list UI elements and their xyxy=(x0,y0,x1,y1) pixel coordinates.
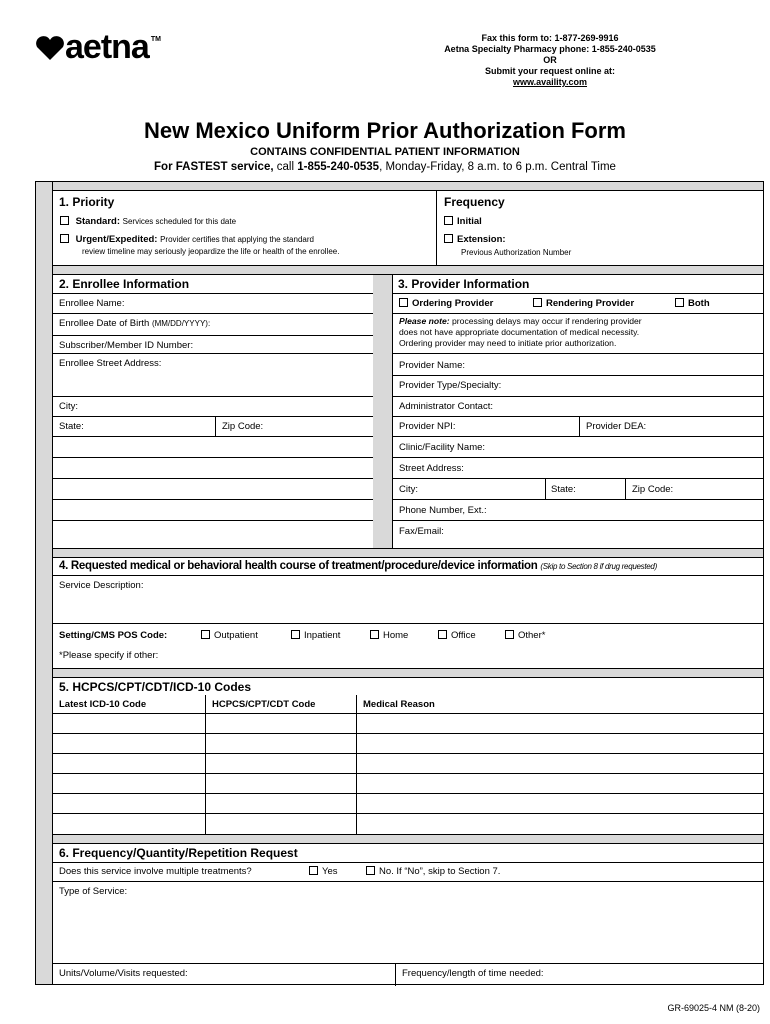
initial-option[interactable] xyxy=(444,216,482,227)
col-medical-reason: Medical Reason xyxy=(363,699,435,710)
note-line-1: processing delays may occur if rendering provider xyxy=(449,316,642,326)
initial-label: Initial xyxy=(457,216,482,227)
section-band xyxy=(53,669,763,678)
standard-desc: Services scheduled for this date xyxy=(122,217,237,226)
extension-option[interactable] xyxy=(444,234,506,245)
no-label: No. If “No”, skip to Section 7. xyxy=(379,866,501,877)
outpatient-checkbox[interactable] xyxy=(201,630,210,639)
enrollee-street-field[interactable]: Enrollee Street Address: xyxy=(59,358,162,369)
enrollee-zip-field[interactable]: Zip Code: xyxy=(222,421,264,432)
hours-text: , Monday-Friday, 8 a.m. to 6 p.m. Central Time xyxy=(379,161,616,173)
col-icd10: Latest ICD-10 Code xyxy=(59,699,147,710)
yes-option[interactable] xyxy=(309,866,338,877)
outpatient-label: Outpatient xyxy=(214,630,258,641)
inpatient-checkbox[interactable] xyxy=(291,630,300,639)
outpatient-option[interactable] xyxy=(201,630,258,641)
standard-label: Standard: xyxy=(75,216,120,227)
home-option[interactable] xyxy=(370,630,408,641)
col-hcpcs: HCPCS/CPT/CDT Code xyxy=(212,699,316,710)
logo-wordmark: aetna xyxy=(65,28,149,66)
no-option[interactable] xyxy=(366,866,500,877)
prev-auth-label: Previous Authorization Number xyxy=(461,248,572,257)
units-requested-field[interactable]: Units/Volume/Visits requested: xyxy=(59,968,188,979)
both-label: Both xyxy=(688,298,710,309)
setting-row xyxy=(59,630,167,641)
provider-dea-field[interactable]: Provider DEA: xyxy=(586,421,647,432)
service-description-field[interactable]: Service Description: xyxy=(59,580,144,591)
enrollee-city-field[interactable]: City: xyxy=(59,401,78,412)
treatment-title-text: 4. Requested medical or behavioral health course of treatment/procedure/device information xyxy=(59,560,538,572)
urgent-desc-2: review timeline may seriously jeopardize the life or health of the enrollee. xyxy=(82,247,340,256)
office-checkbox[interactable] xyxy=(438,630,447,639)
office-option[interactable] xyxy=(438,630,476,641)
or-text: OR xyxy=(543,55,557,65)
section-band xyxy=(53,266,763,275)
provider-npi-field[interactable]: Provider NPI: xyxy=(399,421,456,432)
extension-label: Extension: xyxy=(457,234,506,245)
confidential-notice: CONTAINS CONFIDENTIAL PATIENT INFORMATION xyxy=(250,146,520,158)
codes-title: 5. HCPCS/CPT/CDT/ICD-10 Codes xyxy=(59,680,252,694)
fastest-label: For FASTEST service, xyxy=(154,161,274,173)
specify-other-field[interactable]: *Please specify if other: xyxy=(59,650,159,661)
left-gutter xyxy=(36,182,53,984)
initial-checkbox[interactable] xyxy=(444,216,453,225)
provider-note-3: Ordering provider may need to initiate prior authorization. xyxy=(399,338,617,348)
home-label: Home xyxy=(383,630,409,641)
treatment-title-note: (Skip to Section 8 if drug requested) xyxy=(540,562,657,571)
type-of-service-field[interactable]: Type of Service: xyxy=(59,886,128,897)
multiple-treatments-question: Does this service involve multiple treatments? xyxy=(59,866,252,877)
section-band xyxy=(53,549,763,558)
section-band xyxy=(53,835,763,844)
yes-checkbox[interactable] xyxy=(309,866,318,875)
section-band xyxy=(53,182,763,191)
setting-label: Setting/CMS POS Code: xyxy=(59,630,168,641)
heart-icon xyxy=(35,35,65,61)
fastest-phone: 1-855-240-0535 xyxy=(297,161,380,173)
provider-name-field[interactable]: Provider Name: xyxy=(399,360,465,371)
clinic-name-field[interactable]: Clinic/Facility Name: xyxy=(399,442,486,453)
frequency-length-field[interactable]: Frequency/length of time needed: xyxy=(402,968,544,979)
both-checkbox[interactable] xyxy=(675,298,684,307)
column-separator xyxy=(373,275,392,549)
section-priority xyxy=(53,182,763,265)
rendering-provider-option[interactable] xyxy=(533,298,634,309)
section-codes xyxy=(53,668,763,835)
priority-title: 1. Priority xyxy=(59,195,115,209)
form-code: GR-69025-4 NM (8-20) xyxy=(667,1003,760,1013)
rendering-label: Rendering Provider xyxy=(546,298,635,309)
provider-fax-field[interactable]: Fax/Email: xyxy=(399,526,444,537)
logo-tm: TM xyxy=(150,36,161,43)
other-checkbox[interactable] xyxy=(505,630,514,639)
dob-format: (MM/DD/YYYY): xyxy=(151,319,211,328)
rendering-checkbox[interactable] xyxy=(533,298,542,307)
ordering-checkbox[interactable] xyxy=(399,298,408,307)
online-text: Submit your request online at: xyxy=(484,66,615,76)
provider-street-field[interactable]: Street Address: xyxy=(399,463,464,474)
pharmacy-phone: Aetna Specialty Pharmacy phone: 1-855-240-0535 xyxy=(444,44,656,54)
aetna-logo xyxy=(35,28,161,67)
provider-state-field[interactable]: State: xyxy=(551,484,576,495)
fastest-service-line xyxy=(0,161,770,173)
standard-checkbox[interactable] xyxy=(60,216,69,225)
office-label: Office xyxy=(451,630,476,641)
availity-link[interactable]: www.availity.com xyxy=(512,77,588,87)
extension-checkbox[interactable] xyxy=(444,234,453,243)
enrollee-dob-field[interactable] xyxy=(59,318,210,329)
section-treatment xyxy=(53,548,763,669)
enrollee-state-field[interactable]: State: xyxy=(59,421,84,432)
other-label: Other* xyxy=(518,630,546,641)
enrollee-title: 2. Enrollee Information xyxy=(59,277,190,291)
treatment-title xyxy=(59,560,657,572)
home-checkbox[interactable] xyxy=(370,630,379,639)
fax-instructions xyxy=(390,33,710,88)
note-label: Please note: xyxy=(399,316,450,326)
urgent-checkbox[interactable] xyxy=(60,234,69,243)
admin-contact-field[interactable]: Administrator Contact: xyxy=(399,401,493,412)
ordering-label: Ordering Provider xyxy=(412,298,494,309)
page-title: New Mexico Uniform Prior Authorization Form xyxy=(144,118,626,143)
other-option[interactable] xyxy=(505,630,545,641)
provider-type-field[interactable]: Provider Type/Specialty: xyxy=(399,380,502,391)
provider-note-1 xyxy=(399,316,642,326)
enrollee-name-field[interactable]: Enrollee Name: xyxy=(59,298,125,309)
dob-label: Enrollee Date of Birth xyxy=(59,318,150,329)
provider-zip-field[interactable]: Zip Code: xyxy=(632,484,674,495)
frequency-request-title: 6. Frequency/Quantity/Repetition Request xyxy=(59,846,298,860)
inpatient-option[interactable] xyxy=(291,630,340,641)
urgent-desc-1: Provider certifies that applying the standard xyxy=(160,235,314,244)
frequency-title: Frequency xyxy=(444,195,505,209)
call-text: call xyxy=(276,161,295,173)
provider-title: 3. Provider Information xyxy=(398,277,530,291)
provider-city-field[interactable]: City: xyxy=(399,484,418,495)
urgent-option[interactable] xyxy=(60,234,314,245)
prior-auth-form xyxy=(35,181,764,985)
standard-option[interactable] xyxy=(60,216,236,227)
fax-number: Fax this form to: 1-877-269-9916 xyxy=(481,33,619,43)
both-option[interactable] xyxy=(675,298,710,309)
divider xyxy=(392,275,393,549)
no-checkbox[interactable] xyxy=(366,866,375,875)
urgent-label: Urgent/Expedited: xyxy=(75,234,158,245)
provider-phone-field[interactable]: Phone Number, Ext.: xyxy=(399,505,487,516)
member-id-field[interactable]: Subscriber/Member ID Number: xyxy=(59,340,194,351)
yes-label: Yes xyxy=(322,866,338,877)
ordering-provider-option[interactable] xyxy=(399,298,493,309)
divider xyxy=(436,191,437,265)
section-frequency xyxy=(53,834,763,986)
section-enrollee-provider xyxy=(53,265,763,549)
inpatient-label: Inpatient xyxy=(304,630,341,641)
provider-note-2: does not have appropriate documentation of medical necessity. xyxy=(399,327,640,337)
